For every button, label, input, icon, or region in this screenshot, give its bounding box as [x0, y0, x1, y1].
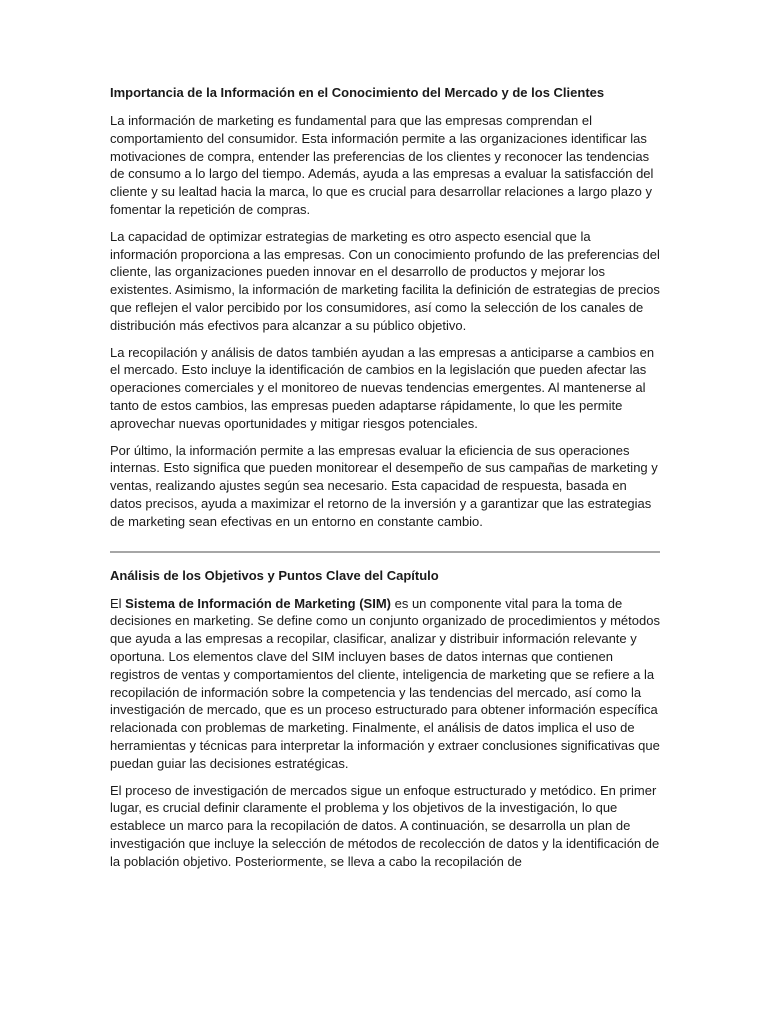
paragraph-eficiencia: Por último, la información permite a las empresas evaluar la eficiencia de sus operaciones internas. Esto significa que pueden monitorear el desempeño de sus campañas de marketing y ventas, realizando ajustes según sea necesario. Esta capacidad de respuesta, basada en datos precisos, ayuda a maximizar el retorno de la inversión y a garantizar que las estrategias de marketing sean efectivas en un entorno en constante cambio.	[110, 442, 658, 529]
section-heading-analisis: Análisis de los Objetivos y Puntos Clave del Capítulo	[110, 567, 439, 583]
sim-prefix: El	[110, 595, 126, 611]
section-divider	[110, 551, 660, 553]
sim-term: Sistema de Información de Marketing (SIM)	[125, 595, 391, 611]
paragraph-sim	[110, 595, 660, 773]
paragraph-proceso-investigacion: El proceso de investigación de mercados sigue un enfoque estructurado y metódico. En primer lugar, es crucial definir claramente el problema y los objetivos de la investigación, lo que establece un marco para la recopilación de datos. A continuación, se desarrolla un plan de investigación que incluye la selección de métodos de recolección de datos y la identificación de la población objetivo. Posteriormente, se lleva a cabo la recopilación de	[110, 782, 660, 869]
section-heading-importancia: Importancia de la Información en el Conocimiento del Mercado y de los Clientes	[110, 85, 605, 100]
document-page	[110, 84, 660, 879]
paragraph-anticipacion: La recopilación y análisis de datos también ayudan a las empresas a anticiparse a cambios en el mercado. Esto incluye la identificación de cambios en la legislación que pueden afectar las operaciones comerciales y el monitoreo de nuevas tendencias emergentes. Al mantenerse al tanto de estos cambios, las empresas pueden adaptarse rápidamente, lo que les permite aprovechar nuevas oportunidades y mitigar riesgos potenciales.	[110, 344, 655, 431]
paragraph-estrategias: La capacidad de optimizar estrategias de marketing es otro aspecto esencial que la información proporciona a las empresas. Con un conocimiento profundo de las preferencias del cliente, las organizaciones pueden innovar en el desarrollo de productos y mejorar los existentes. Asimismo, la información de marketing facilita la definición de estrategias de precios que reflejen el valor percibido por los consumidores, así como la selección de los canales de distribución más efectivos para alcanzar a su público objetivo.	[110, 228, 660, 333]
sim-definition: es un componente vital para la toma de decisiones en marketing. Se define como un conjunto organizado de procedimientos y métodos que ayuda a las empresas a recopilar, clasificar, analizar y distribuir información relevante y oportuna. Los elementos clave del SIM incluyen bases de datos internas que contienen registros de ventas y comportamientos del cliente, inteligencia de marketing que se refiere a la recopilación de información sobre la competencia y las tendencias del mercado, así como la investigación de mercado, que es un proceso estructurado para obtener información específica relacionada con problemas de marketing. Finalmente, el análisis de datos implica el uso de herramientas y técnicas para interpretar la información y extraer conclusiones significativas que puedan guiar las decisiones estratégicas.	[110, 595, 660, 771]
paragraph-comportamiento: La información de marketing es fundamental para que las empresas comprendan el comportamiento del consumidor. Esta información permite a las organizaciones identificar las motivaciones de compra, entender las preferencias de los clientes y reconocer las tendencias de consumo a lo largo del tiempo. Además, ayuda a las empresas a evaluar la satisfacción del cliente y su lealtad hacia la marca, lo que es crucial para desarrollar relaciones a largo plazo y fomentar la repetición de compras.	[110, 113, 654, 217]
